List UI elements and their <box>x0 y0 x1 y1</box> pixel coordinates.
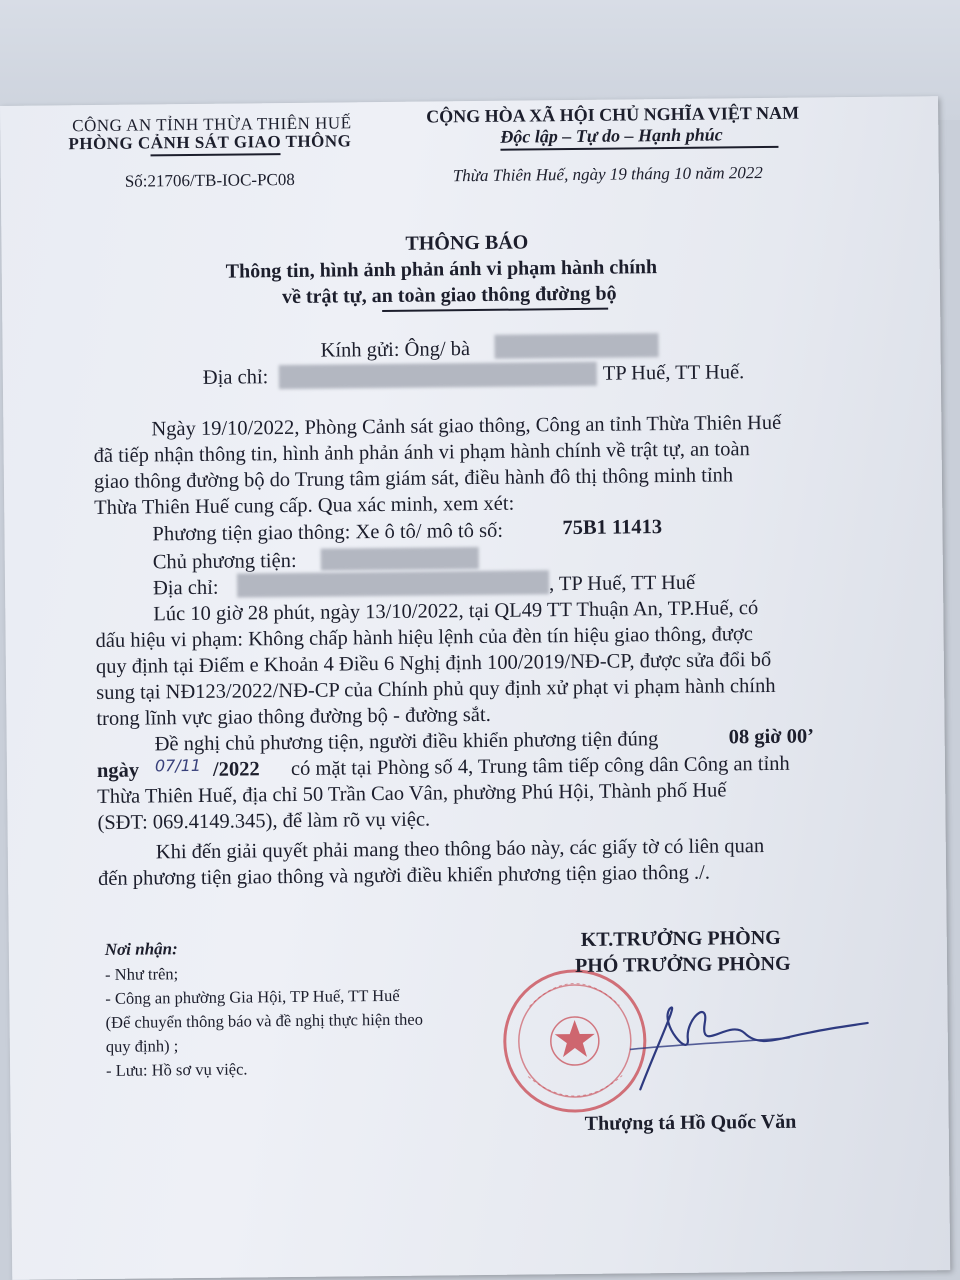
title-underline <box>382 308 608 312</box>
redacted-address <box>279 362 597 389</box>
signer-name: Thượng tá Hồ Quốc Văn <box>584 1110 797 1135</box>
para1-line-4: Thừa Thiên Huế cung cấp. Qua xác minh, xem xét: <box>94 492 515 520</box>
agency-underline <box>151 153 281 156</box>
appointment-date-label: ngày <box>96 759 140 783</box>
recipient-item-1: - Như trên; <box>105 964 179 984</box>
owner-address-suffix: , TP Huế, TT Huế <box>548 571 696 596</box>
agency-line-2: PHÒNG CẢNH SÁT GIAO THÔNG <box>68 131 352 154</box>
document-title: THÔNG BÁO <box>405 231 529 255</box>
appointment-time: 08 giờ 00’ <box>728 725 815 749</box>
para4-line-2: đến phương tiện giao thông và người điều khiển phương tiện giao thông ./. <box>97 861 711 891</box>
para2-line-3: quy định tại Điểm e Khoản 4 Điều 6 Nghị định 100/2019/NĐ-CP, được sửa đổi bổ <box>95 648 772 679</box>
nation-line-1: CỘNG HÒA XÃ HỘI CHỦ NGHĨA VIỆT NAM <box>426 102 800 127</box>
handwritten-signature-icon <box>569 977 870 1100</box>
document-page <box>0 96 950 1280</box>
agency-line-1: CÔNG AN TỈNH THỪA THIÊN HUẾ <box>72 113 352 136</box>
document-subtitle-2: về trật tự, an toàn giao thông đường bộ <box>281 282 617 309</box>
para3-line-1: Đề nghị chủ phương tiện, người điều khiển phương tiện đúng <box>154 728 659 756</box>
nation-line-2: Độc lập – Tự do – Hạnh phúc <box>500 124 723 147</box>
appointment-date-handwritten: 07/11 <box>154 755 202 776</box>
para4-line-1: Khi đến giải quyết phải mang theo thông báo này, các giấy tờ có liên quan <box>155 835 765 864</box>
para2-line-2: dấu hiệu vi phạm: Không chấp hành hiệu lệnh của đèn tín hiệu giao thông, được <box>95 623 753 653</box>
para1-line-3: giao thông đường bộ do Trung tâm giám sát, điều hành đô thị thông minh tỉnh <box>93 464 734 494</box>
document-subtitle-1: Thông tin, hình ảnh phản ánh vi phạm hành chính <box>225 256 658 283</box>
redacted-name <box>494 333 658 359</box>
address-suffix: TP Huế, TT Huế. <box>602 361 745 385</box>
recipients-heading: Nơi nhận: <box>104 939 178 959</box>
para2-line-1: Lúc 10 giờ 28 phút, ngày 13/10/2022, tại QL49 TT Thuận An, TP.Huế, có <box>153 597 759 626</box>
owner-label: Chủ phương tiện: <box>152 549 297 574</box>
recipient-item-2: - Công an phường Gia Hội, TP Huế, TT Huế <box>105 985 400 1008</box>
para3-line-4: (SĐT: 069.4149.345), để làm rõ vụ việc. <box>97 808 431 835</box>
para3-line-3: Thừa Thiên Huế, địa chỉ 50 Trần Cao Vân, phường Phú Hội, Thành phố Huế <box>97 779 727 809</box>
recipient-item-5: - Lưu: Hồ sơ vụ việc. <box>106 1059 248 1080</box>
document-number: Số:21706/TB-IOC-PC08 <box>124 169 295 191</box>
signature-title-1: KT.TRƯỞNG PHÒNG <box>580 926 781 951</box>
para3-line-2-rest: có mặt tại Phòng số 4, Trung tâm tiếp công dân Công an tỉnh <box>290 752 790 780</box>
place-date: Thừa Thiên Huế, ngày 19 tháng 10 năm 2022 <box>452 163 763 186</box>
address-label: Địa chỉ: <box>202 366 269 389</box>
appointment-year: /2022 <box>212 758 260 781</box>
recipient-item-4: quy định) ; <box>105 1036 179 1056</box>
nation-underline <box>500 146 778 150</box>
para2-line-4: sung tại NĐ123/2022/NĐ-CP của Chính phủ quy định xử phạt vi phạm hành chính <box>96 674 776 705</box>
redacted-owner <box>321 547 479 571</box>
greeting-label: Kính gửi: Ông/ bà <box>320 338 471 362</box>
recipient-item-3: (Để chuyển thông báo và đề nghị thực hiện theo <box>105 1009 423 1032</box>
para1-line-1: Ngày 19/10/2022, Phòng Cảnh sát giao thông, Công an tỉnh Thừa Thiên Huế <box>151 411 782 441</box>
para2-line-5: trong lĩnh vực giao thông đường bộ - đường sắt. <box>96 703 491 731</box>
vehicle-plate: 75B1 11413 <box>562 516 663 540</box>
owner-address-label: Địa chỉ: <box>152 576 219 600</box>
redacted-owner-address <box>237 570 549 597</box>
para1-line-2: đã tiếp nhận thông tin, hình ảnh phản ánh vi phạm hành chính về trật tự, an toàn <box>93 438 750 468</box>
signature-title-2: PHÓ TRƯỞNG PHÒNG <box>574 952 791 978</box>
vehicle-label: Phương tiện giao thông: Xe ô tô/ mô tô số: <box>152 519 504 546</box>
